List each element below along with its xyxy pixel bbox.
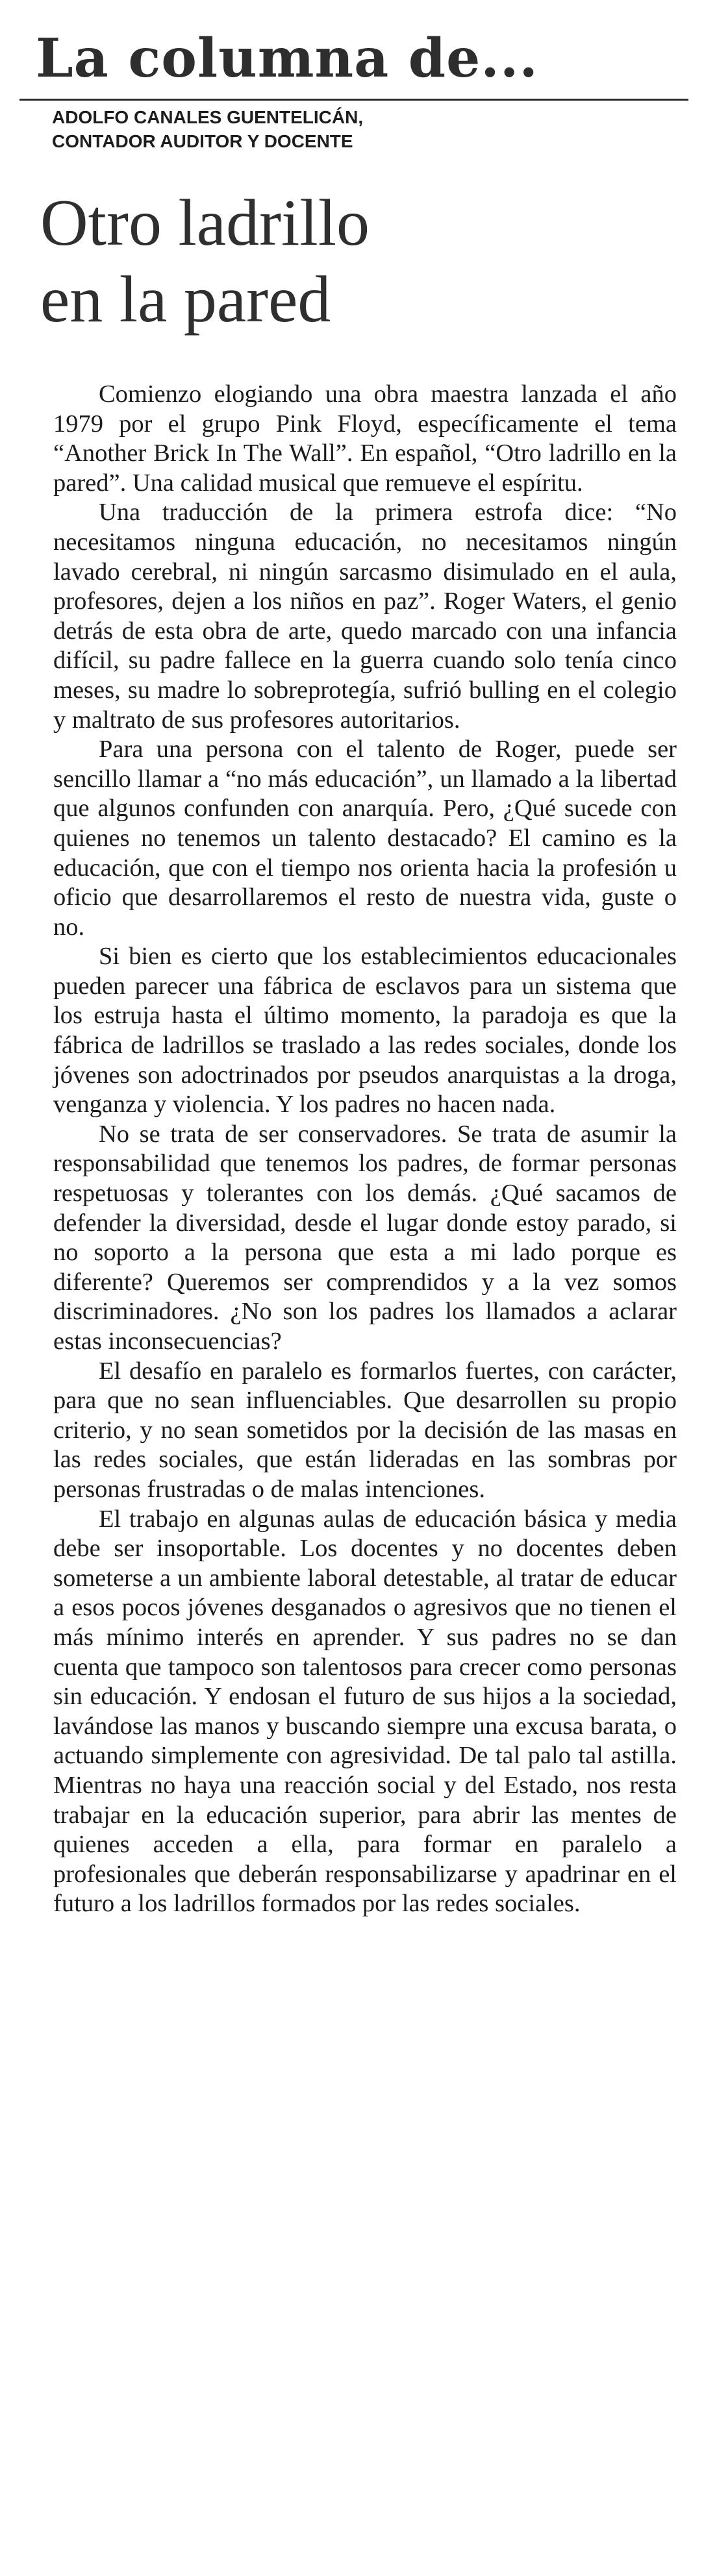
article-paragraph: El trabajo en algunas aulas de educación básica y media debe ser insoportable. Los docentes y no docentes deben someterse a un ambiente laboral detestable, al tratar de educar a esos pocos jóvenes desganados o agresivos que no tienen el más mínimo interés en aprender. Y sus padres no se dan cuenta que tampoco son talentosos para crecer como personas sin educación. Y endosan el futuro de sus hijos a la sociedad, lavándose las manos y buscando siempre una excusa barata, o actuando simplemente con agresividad. De tal palo tal astilla. Mientras no haya una reacción social y del Estado, nos resta trabajar en la educación superior, para abrir las mentes de quienes acceden a ella, para formar en paralelo a profesionales que deberán responsabilizarse y apadrinar en el futuro a los ladrillos formados por las redes sociales. bbox=[53, 1505, 677, 1918]
article-paragraph: Una traducción de la primera estrofa dice: “No necesitamos ninguna educación, no necesitamos ningún lavado cerebral, ni ningún sarcasmo disimulado en el aula, profesores, dejen a los niños en paz”. Roger Waters, el genio detrás de esta obra de arte, quedo marcado con una infancia difícil, su padre fallece en la guerra cuando solo tenía cinco meses, su madre lo sobreprotegía, sufrió bulling en el colegio y maltrato de sus profesores autoritarios. bbox=[53, 499, 677, 734]
article-paragraph: No se trata de ser conservadores. Se trata de asumir la responsabilidad que tenemos los padres, de formar personas respetuosas y tolerantes con los demás. ¿Qué sacamos de defender la diversidad, desde el lugar donde estoy parado, si no soporto a la persona que esta a mi lado porque es diferente? Queremos ser comprendidos y a la vez somos discriminadores. ¿No son los padres los llamados a aclarar estas inconsecuencias? bbox=[53, 1120, 677, 1355]
title-divider bbox=[19, 99, 688, 101]
headline-line-2: en la pared bbox=[40, 263, 331, 336]
article-paragraph: Para una persona con el talento de Roger, puede ser sencillo llamar a “no más educación”, un llamado a la libertad que algunos confunden con anarquía. Pero, ¿Qué sucede con quienes no tenemos un talento destacado? El camino es la educación, que con el tiempo nos orienta hacia la profesión u oficio que desarrollaremos el resto de nuestra vida, guste o no. bbox=[53, 736, 677, 941]
article-body bbox=[53, 380, 677, 1919]
article-paragraph: El desafío en paralelo es formarlos fuertes, con carácter, para que no sean influenciables. Que desarrollen su propio criterio, y no sean sometidos por la decisión de las masas en las redes sociales, que están lideradas en las sombras por personas frustradas o de malas intenciones. bbox=[53, 1357, 677, 1503]
article-paragraph: Si bien es cierto que los establecimientos educacionales pueden parecer una fábrica de esclavos para un sistema que los estruja hasta el último momento, la paradoja es que la fábrica de ladrillos se traslado a las redes sociales, donde los jóvenes son adoctrinados por pseudos anarquistas a la droga, venganza y violencia. Y los padres no hacen nada. bbox=[53, 943, 677, 1119]
author-role: CONTADOR AUDITOR Y DOCENTE bbox=[52, 131, 353, 151]
article-paragraph: Comienzo elogiando una obra maestra lanzada el año 1979 por el grupo Pink Floyd, específicamente el tema “Another Brick In The Wall”. En español, “Otro ladrillo en la pared”. Una calidad musical que remueve el espíritu. bbox=[53, 380, 677, 497]
article-headline bbox=[40, 185, 370, 338]
author-byline bbox=[52, 105, 363, 153]
author-name: ADOLFO CANALES GUENTELICÁN, bbox=[52, 107, 364, 127]
headline-line-1: Otro ladrillo bbox=[40, 186, 370, 260]
column-section-title: La columna de... bbox=[36, 27, 538, 90]
